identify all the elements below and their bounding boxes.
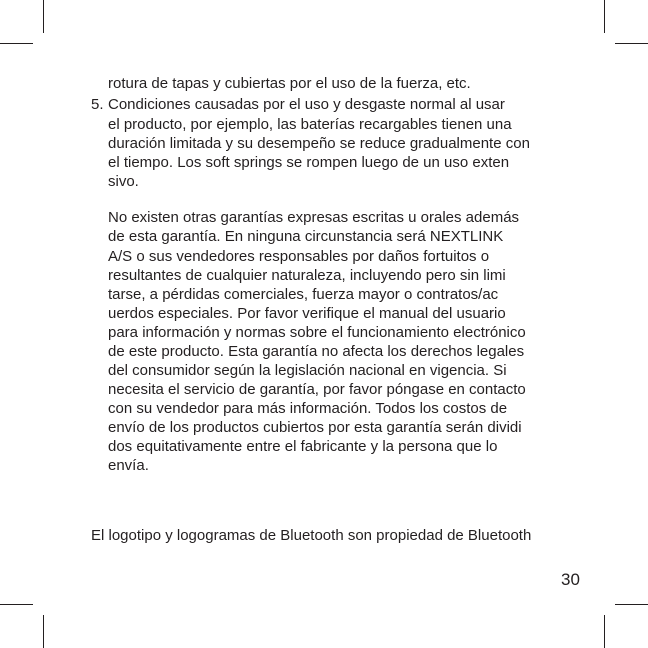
list-item-5-line: Condiciones causadas por el uso y desgaste normal al usar — [108, 96, 505, 113]
disclaimer-line: dos equitativamente entre el fabricante y la persona que lo — [108, 438, 498, 455]
disclaimer-line: de este producto. Esta garantía no afecta los derechos legales — [108, 343, 525, 360]
disclaimer-line: necesita el servicio de garantía, por favor póngase en contacto — [108, 381, 526, 398]
crop-mark-top-right-horizontal — [615, 43, 648, 44]
disclaimer-line: envío de los productos cubiertos por esta garantía serán dividi — [108, 419, 522, 436]
disclaimer-line: No existen otras garantías expresas escritas u orales además — [108, 209, 520, 226]
list-item-number: 5. — [91, 96, 104, 113]
crop-mark-top-left-horizontal — [0, 43, 33, 44]
disclaimer-line: con su vendedor para más información. Todos los costos de — [108, 400, 508, 417]
continuation-line: rotura de tapas y cubiertas por el uso de la fuerza, etc. — [108, 75, 471, 92]
list-item-5-line: sivo. — [108, 173, 139, 190]
crop-mark-top-left-vertical — [43, 0, 44, 33]
disclaimer-line: de esta garantía. En ninguna circunstancia será NEXTLINK — [108, 228, 504, 245]
disclaimer-line: para información y normas sobre el funcionamiento electrónico — [108, 324, 526, 341]
disclaimer-line: resultantes de cualquier naturaleza, incluyendo pero sin limi — [108, 267, 506, 284]
disclaimer-line: tarse, a pérdidas comerciales, fuerza mayor o contratos/ac — [108, 286, 499, 303]
disclaimer-line: del consumidor según la legislación nacional en vigencia. Si — [108, 362, 507, 379]
disclaimer-line: envía. — [108, 457, 149, 474]
disclaimer-line: A/S o sus vendedores responsables por daños fortuitos o — [108, 248, 490, 265]
disclaimer-line: uerdos especiales. Por favor verifique el manual del usuario — [108, 305, 506, 322]
crop-mark-bottom-left-vertical — [43, 615, 44, 648]
list-item-5-line: duración limitada y su desempeño se reduce gradualmente con — [108, 135, 530, 152]
crop-mark-bottom-right-vertical — [604, 615, 605, 648]
list-item-5-line: el tiempo. Los soft springs se rompen luego de un uso exten — [108, 154, 510, 171]
crop-mark-bottom-right-horizontal — [615, 604, 648, 605]
page-number: 30 — [561, 570, 580, 589]
list-item-5-line: el producto, por ejemplo, las baterías recargables tienen una — [108, 116, 512, 133]
crop-mark-bottom-left-horizontal — [0, 604, 33, 605]
crop-mark-top-right-vertical — [604, 0, 605, 33]
bluetooth-trademark-line: El logotipo y logogramas de Bluetooth son propiedad de Bluetooth — [91, 527, 532, 544]
